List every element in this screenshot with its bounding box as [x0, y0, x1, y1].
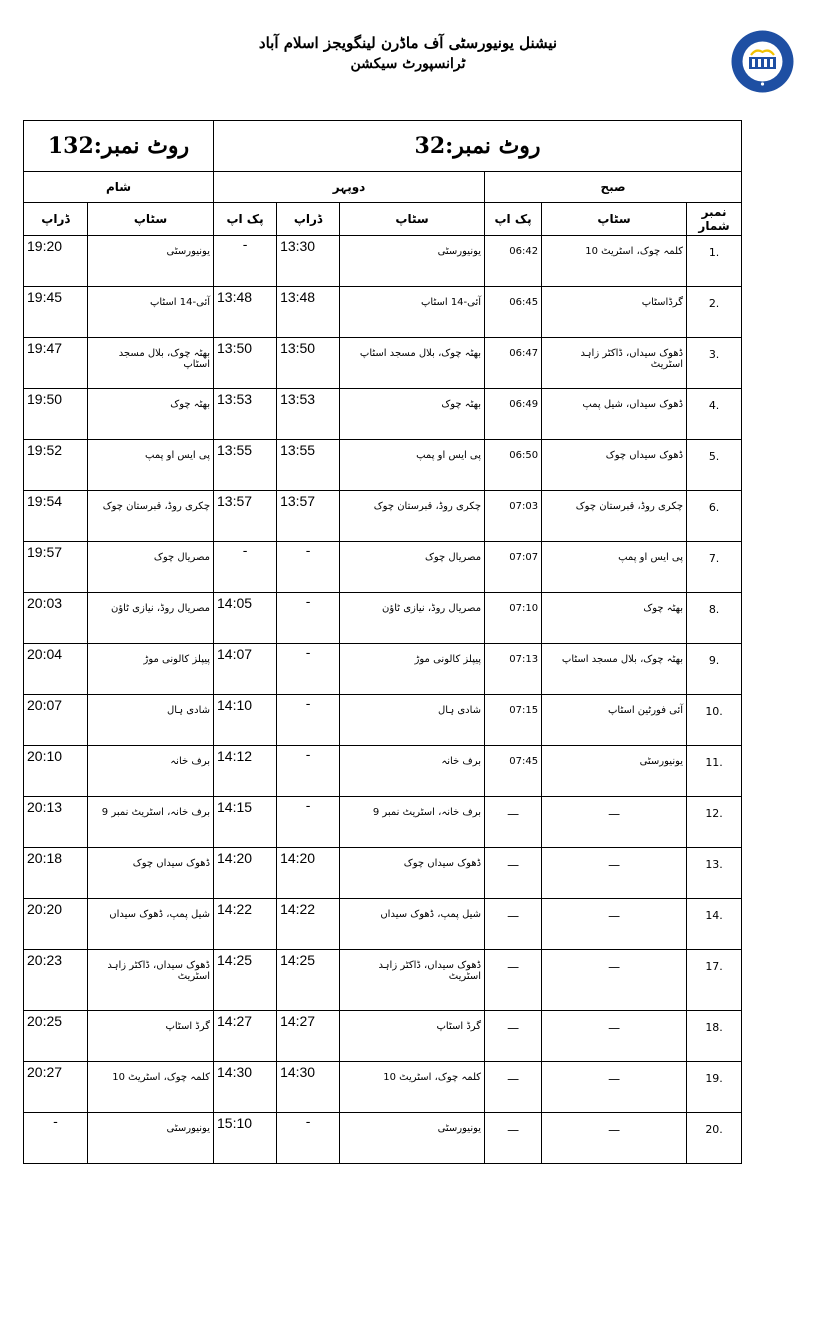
col-evening-drop: ڈراپ [24, 203, 88, 236]
cell-afternoon-pickup: 14:15 [214, 797, 277, 848]
cell-afternoon-pickup: 13:55 [214, 440, 277, 491]
cell-morning-stop: ڈھوک سیداں، ڈاکٹر زاہد اسٹریٹ [542, 338, 687, 389]
cell-evening-drop: 20:23 [24, 950, 88, 1011]
cell-serial: 5. [687, 440, 742, 491]
col-afternoon-stop: سٹاپ [340, 203, 485, 236]
col-morning-pickup: پک اپ [485, 203, 542, 236]
cell-morning-stop: کلمہ چوک، اسٹریٹ 10 [542, 236, 687, 287]
cell-morning-stop: ڈھوک سیداں چوک [542, 440, 687, 491]
cell-afternoon-pickup: 13:50 [214, 338, 277, 389]
cell-evening-drop: 20:07 [24, 695, 88, 746]
cell-evening-stop: بھٹہ چوک، بلال مسجد اسٹاپ [88, 338, 214, 389]
cell-evening-drop: 19:45 [24, 287, 88, 338]
cell-morning-stop: یونیورسٹی [542, 746, 687, 797]
cell-evening-drop: 20:25 [24, 1011, 88, 1062]
cell-afternoon-stop: آئی-14 اسٹاپ [340, 287, 485, 338]
cell-morning-stop: بھٹہ چوک، بلال مسجد اسٹاپ [542, 644, 687, 695]
col-afternoon-pickup: پک اپ [214, 203, 277, 236]
cell-morning-pickup: 07:15 [485, 695, 542, 746]
table-row [24, 644, 742, 695]
cell-morning-pickup: 06:45 [485, 287, 542, 338]
cell-serial: 3. [687, 338, 742, 389]
cell-afternoon-stop: کلمہ چوک، اسٹریٹ 10 [340, 1062, 485, 1113]
group-morning: صبح [485, 172, 742, 203]
cell-afternoon-stop: شیل پمپ، ڈھوک سیداں [340, 899, 485, 950]
cell-morning-stop: گرڈاسٹاپ [542, 287, 687, 338]
route-schedule-table [23, 120, 742, 1164]
cell-evening-drop: 19:52 [24, 440, 88, 491]
cell-morning-pickup: — [485, 1062, 542, 1113]
cell-serial: 14. [687, 899, 742, 950]
cell-afternoon-drop: 13:57 [277, 491, 340, 542]
cell-morning-stop: — [542, 950, 687, 1011]
cell-afternoon-drop: 13:48 [277, 287, 340, 338]
cell-evening-drop: 19:57 [24, 542, 88, 593]
cell-afternoon-pickup: 14:05 [214, 593, 277, 644]
cell-evening-drop: 20:20 [24, 899, 88, 950]
cell-serial: 6. [687, 491, 742, 542]
cell-morning-pickup: — [485, 1113, 542, 1164]
cell-evening-stop: شادی ہال [88, 695, 214, 746]
cell-morning-pickup: 07:03 [485, 491, 542, 542]
cell-afternoon-stop: پی ایس او پمپ [340, 440, 485, 491]
cell-evening-drop: 20:18 [24, 848, 88, 899]
cell-morning-pickup: — [485, 797, 542, 848]
cell-morning-stop: — [542, 797, 687, 848]
route-132-title: روٹ نمبر:132 [24, 121, 214, 172]
cell-morning-pickup: — [485, 899, 542, 950]
section-title: ٹرانسپورٹ سیکشن [350, 56, 466, 72]
cell-afternoon-pickup: 14:25 [214, 950, 277, 1011]
cell-afternoon-drop: 13:53 [277, 389, 340, 440]
cell-afternoon-pickup: 13:57 [214, 491, 277, 542]
university-title: نیشنل یونیورسٹی آف ماڈرن لینگویجز اسلام آباد [258, 34, 558, 52]
cell-afternoon-drop: - [277, 695, 340, 746]
cell-evening-stop: برف خانہ [88, 746, 214, 797]
cell-afternoon-drop: - [277, 746, 340, 797]
cell-afternoon-stop: یونیورسٹی [340, 236, 485, 287]
cell-morning-pickup: 06:47 [485, 338, 542, 389]
cell-afternoon-pickup: 14:12 [214, 746, 277, 797]
cell-morning-pickup: 07:10 [485, 593, 542, 644]
cell-afternoon-pickup: 13:53 [214, 389, 277, 440]
cell-afternoon-stop: مصریال چوک [340, 542, 485, 593]
cell-evening-stop: برف خانہ، اسٹریٹ نمبر 9 [88, 797, 214, 848]
cell-afternoon-pickup: 14:30 [214, 1062, 277, 1113]
cell-serial: 9. [687, 644, 742, 695]
cell-morning-pickup: 07:45 [485, 746, 542, 797]
cell-afternoon-pickup: 14:10 [214, 695, 277, 746]
cell-evening-stop: بھٹہ چوک [88, 389, 214, 440]
cell-afternoon-stop: بھٹہ چوک، بلال مسجد اسٹاپ [340, 338, 485, 389]
cell-morning-stop: — [542, 1011, 687, 1062]
table-row [24, 236, 742, 287]
cell-evening-stop: کلمہ چوک، اسٹریٹ 10 [88, 1062, 214, 1113]
cell-afternoon-pickup: - [214, 236, 277, 287]
cell-serial: 1. [687, 236, 742, 287]
table-row [24, 1011, 742, 1062]
cell-serial: 11. [687, 746, 742, 797]
cell-evening-drop: 20:27 [24, 1062, 88, 1113]
cell-afternoon-drop: 14:22 [277, 899, 340, 950]
cell-afternoon-stop: چکری روڈ، قبرستان چوک [340, 491, 485, 542]
cell-serial: 2. [687, 287, 742, 338]
cell-afternoon-pickup: 14:20 [214, 848, 277, 899]
cell-morning-pickup: 06:50 [485, 440, 542, 491]
numl-logo [731, 30, 794, 93]
cell-serial: 7. [687, 542, 742, 593]
cell-evening-stop: مصریال روڈ، نیازی ٹاؤن [88, 593, 214, 644]
table-row [24, 593, 742, 644]
cell-afternoon-stop: ڈھوک سیداں، ڈاکٹر زاہد اسٹریٹ [340, 950, 485, 1011]
cell-afternoon-stop: پیپلز کالونی موڑ [340, 644, 485, 695]
cell-afternoon-drop: - [277, 593, 340, 644]
cell-morning-stop: بھٹہ چوک [542, 593, 687, 644]
table-row [24, 695, 742, 746]
cell-serial: 17. [687, 950, 742, 1011]
cell-morning-stop: پی ایس او پمپ [542, 542, 687, 593]
cell-evening-stop: گرڈ اسٹاپ [88, 1011, 214, 1062]
table-row [24, 1113, 742, 1164]
group-evening: شام [24, 172, 214, 203]
cell-afternoon-drop: 13:50 [277, 338, 340, 389]
cell-morning-pickup: 06:42 [485, 236, 542, 287]
route-32-title: روٹ نمبر:32 [214, 121, 742, 172]
cell-evening-stop: آئی-14 اسٹاپ [88, 287, 214, 338]
cell-afternoon-drop: - [277, 1113, 340, 1164]
cell-afternoon-pickup: 14:22 [214, 899, 277, 950]
cell-morning-stop: — [542, 1062, 687, 1113]
page-header [0, 32, 816, 74]
cell-afternoon-drop: 14:27 [277, 1011, 340, 1062]
cell-afternoon-drop: 13:30 [277, 236, 340, 287]
cell-afternoon-stop: برف خانہ [340, 746, 485, 797]
cell-afternoon-pickup: 13:48 [214, 287, 277, 338]
cell-evening-stop: یونیورسٹی [88, 1113, 214, 1164]
cell-evening-drop: 19:50 [24, 389, 88, 440]
cell-evening-drop: 20:10 [24, 746, 88, 797]
cell-afternoon-drop: 13:55 [277, 440, 340, 491]
cell-evening-stop: شیل پمپ، ڈھوک سیداں [88, 899, 214, 950]
cell-morning-pickup: — [485, 950, 542, 1011]
cell-morning-stop: — [542, 899, 687, 950]
cell-afternoon-stop: ڈھوک سیداں چوک [340, 848, 485, 899]
table-row [24, 899, 742, 950]
cell-serial: 10. [687, 695, 742, 746]
cell-afternoon-stop: گرڈ اسٹاپ [340, 1011, 485, 1062]
cell-morning-pickup: 07:07 [485, 542, 542, 593]
cell-afternoon-drop: - [277, 797, 340, 848]
group-afternoon: دوپہر [214, 172, 485, 203]
col-morning-stop: سٹاپ [542, 203, 687, 236]
cell-morning-stop: — [542, 848, 687, 899]
cell-afternoon-stop: بھٹہ چوک [340, 389, 485, 440]
cell-serial: 19. [687, 1062, 742, 1113]
cell-evening-drop: 20:03 [24, 593, 88, 644]
cell-serial: 4. [687, 389, 742, 440]
col-evening-stop: سٹاپ [88, 203, 214, 236]
cell-evening-stop: یونیورسٹی [88, 236, 214, 287]
table-row [24, 389, 742, 440]
cell-morning-pickup: — [485, 848, 542, 899]
cell-evening-drop: 19:47 [24, 338, 88, 389]
cell-morning-pickup: 06:49 [485, 389, 542, 440]
cell-evening-stop: چکری روڈ، قبرستان چوک [88, 491, 214, 542]
cell-morning-pickup: 07:13 [485, 644, 542, 695]
cell-evening-stop: مصریال چوک [88, 542, 214, 593]
col-afternoon-drop: ڈراپ [277, 203, 340, 236]
col-serial: نمبر شمار [687, 203, 742, 236]
table-row [24, 491, 742, 542]
table-row [24, 1062, 742, 1113]
cell-afternoon-pickup: 14:27 [214, 1011, 277, 1062]
cell-serial: 18. [687, 1011, 742, 1062]
cell-evening-drop: 19:20 [24, 236, 88, 287]
cell-afternoon-drop: 14:20 [277, 848, 340, 899]
cell-afternoon-pickup: 15:10 [214, 1113, 277, 1164]
cell-serial: 20. [687, 1113, 742, 1164]
cell-serial: 8. [687, 593, 742, 644]
cell-evening-stop: پیپلز کالونی موڑ [88, 644, 214, 695]
cell-evening-drop: 20:13 [24, 797, 88, 848]
table-row [24, 338, 742, 389]
cell-morning-stop: — [542, 1113, 687, 1164]
cell-afternoon-pickup: 14:07 [214, 644, 277, 695]
cell-serial: 12. [687, 797, 742, 848]
cell-afternoon-stop: مصریال روڈ، نیازی ٹاؤن [340, 593, 485, 644]
table-row [24, 848, 742, 899]
table-row [24, 440, 742, 491]
cell-evening-stop: ڈھوک سیداں، ڈاکٹر زاہد اسٹریٹ [88, 950, 214, 1011]
cell-afternoon-drop: 14:30 [277, 1062, 340, 1113]
table-row [24, 950, 742, 1011]
table-row [24, 542, 742, 593]
table-row [24, 746, 742, 797]
table-row [24, 797, 742, 848]
cell-morning-stop: آئی فورٹین اسٹاپ [542, 695, 687, 746]
cell-afternoon-drop: - [277, 644, 340, 695]
cell-evening-drop: 19:54 [24, 491, 88, 542]
cell-morning-stop: چکری روڈ، قبرستان چوک [542, 491, 687, 542]
cell-evening-drop: - [24, 1113, 88, 1164]
cell-evening-drop: 20:04 [24, 644, 88, 695]
cell-evening-stop: پی ایس او پمپ [88, 440, 214, 491]
cell-afternoon-drop: - [277, 542, 340, 593]
cell-morning-stop: ڈھوک سیداں، شیل پمپ [542, 389, 687, 440]
cell-afternoon-stop: یونیورسٹی [340, 1113, 485, 1164]
table-row [24, 287, 742, 338]
cell-evening-stop: ڈھوک سیداں چوک [88, 848, 214, 899]
cell-afternoon-drop: 14:25 [277, 950, 340, 1011]
cell-afternoon-pickup: - [214, 542, 277, 593]
cell-serial: 13. [687, 848, 742, 899]
cell-afternoon-stop: برف خانہ، اسٹریٹ نمبر 9 [340, 797, 485, 848]
cell-morning-pickup: — [485, 1011, 542, 1062]
cell-afternoon-stop: شادی ہال [340, 695, 485, 746]
